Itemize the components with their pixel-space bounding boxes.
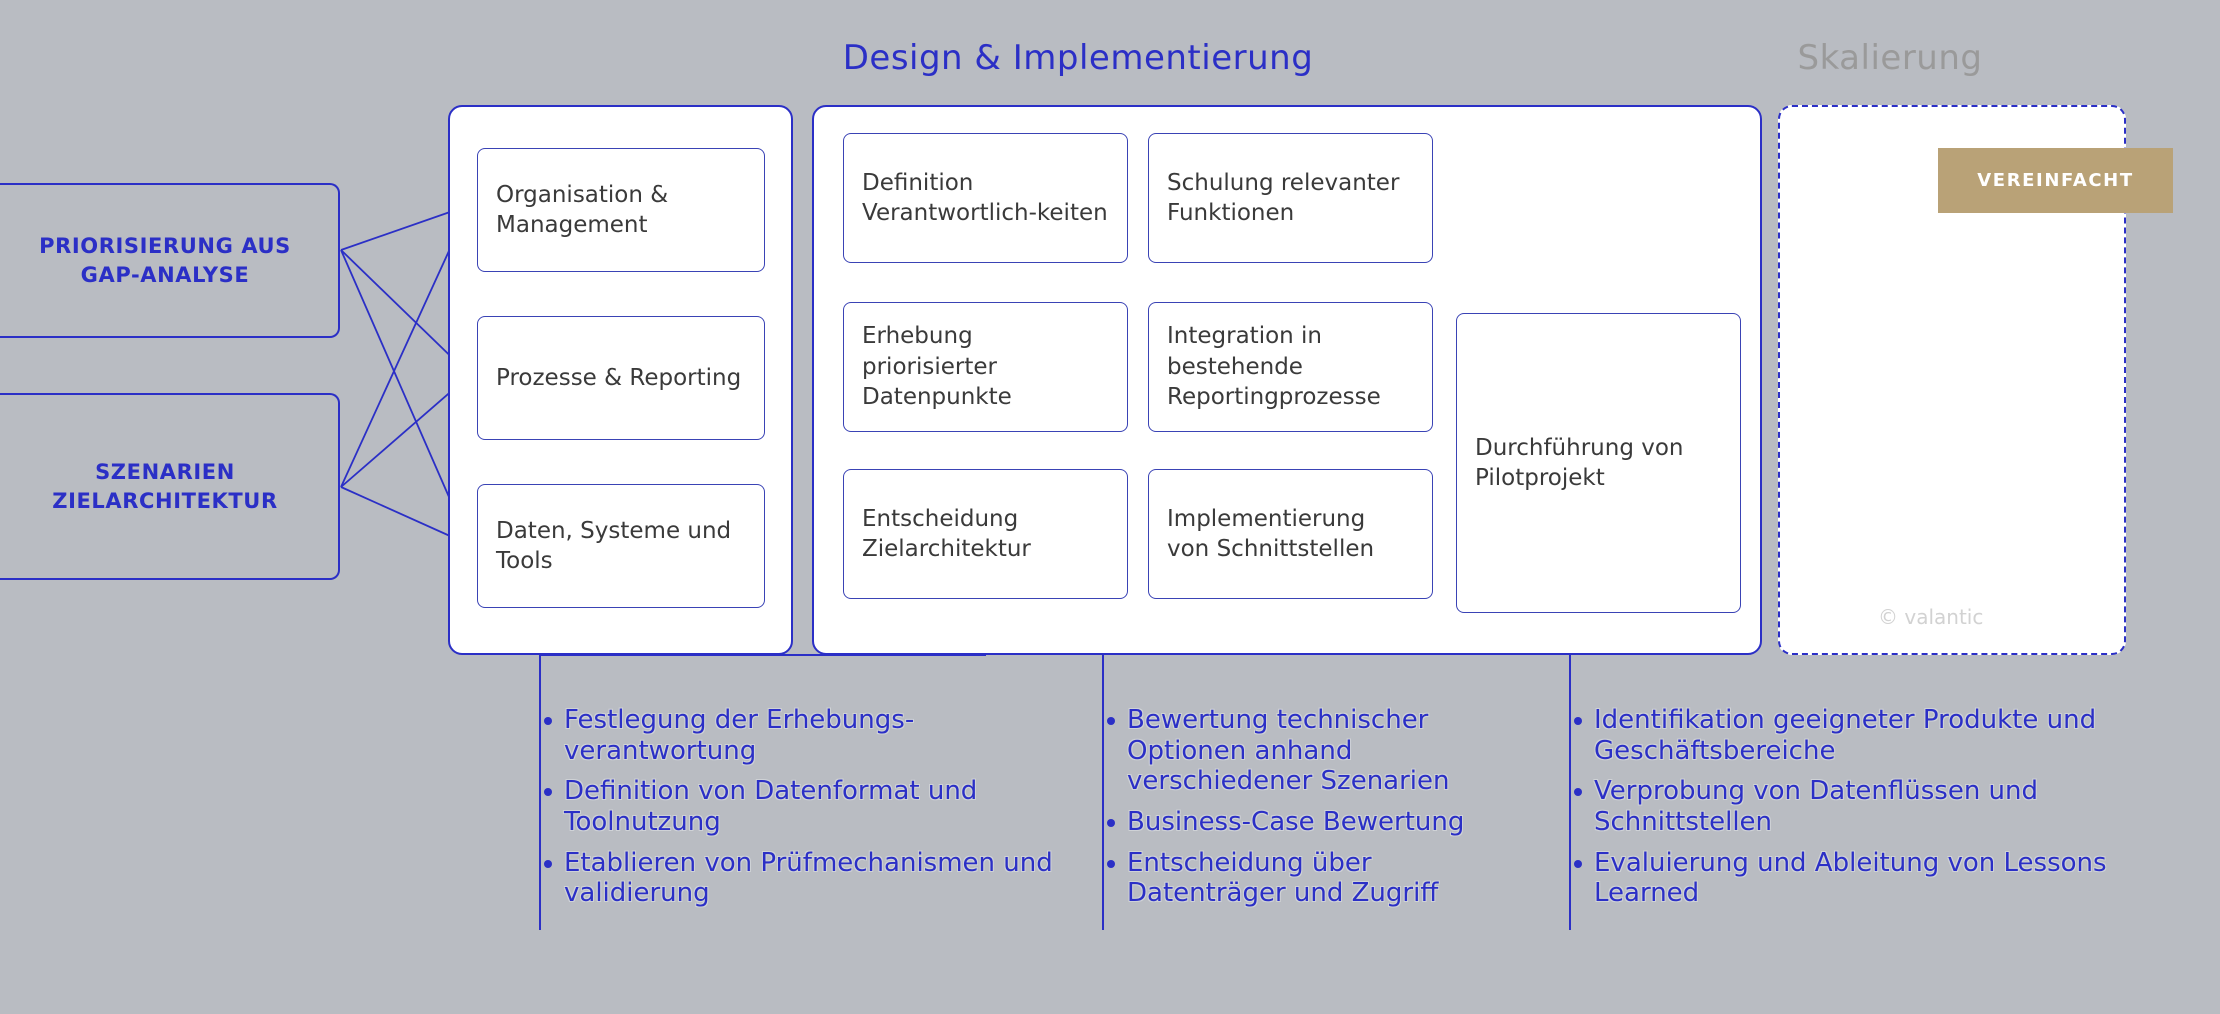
card-erhebung-priorisierter-datenpunkte[interactable]: Erhebung priorisierter Datenpunkte [843,302,1128,432]
card-daten-systeme-tools[interactable]: Daten, Systeme und Tools [477,484,765,608]
bullet-column-2 [1103,705,1523,919]
list-item: Business-Case Bewertung [1103,807,1523,838]
card-organisation-management[interactable]: Organisation & Management [477,148,765,272]
list-item: Bewertung technischer Optionen anhand verschiedener Szenarien [1103,705,1523,797]
status-badge-vereinfacht: VEREINFACHT [1938,148,2173,213]
page-title-design: Design & Implementierung [842,38,1314,78]
card-durchfuehrung-pilotprojekt[interactable]: Durchführung von Pilotprojekt [1456,313,1741,613]
card-integration-reportingprozesse[interactable]: Integration in bestehende Reportingprozesse [1148,302,1433,432]
list-item: Definition von Datenformat und Toolnutzung [540,776,1100,837]
bullet-column-1 [540,705,1100,919]
left-box-prioritization[interactable]: PRIORISIERUNG AUS GAP-ANALYSE [0,183,340,338]
list-item: Festlegung der Erhebungs-verantwortung [540,705,1100,766]
left-box-scenarios[interactable]: SZENARIEN ZIELARCHITEKTUR [0,393,340,580]
list-item: Entscheidung über Datenträger und Zugriff [1103,848,1523,909]
bullet-column-3 [1570,705,2130,919]
card-prozesse-reporting[interactable]: Prozesse & Reporting [477,316,765,440]
page-title-scaling: Skalierung [1797,38,1983,78]
copyright-label: © valantic [1878,605,1984,629]
list-item: Verprobung von Datenflüssen und Schnittstellen [1570,776,2130,837]
card-implementierung-schnittstellen[interactable]: Implementierung von Schnittstellen [1148,469,1433,599]
card-definition-verantwortlichkeiten[interactable]: Definition Verantwortlich-keiten [843,133,1128,263]
list-item: Identifikation geeigneter Produkte und Geschäftsbereiche [1570,705,2130,766]
list-item: Etablieren von Prüfmechanismen und validierung [540,848,1100,909]
card-entscheidung-zielarchitektur[interactable]: Entscheidung Zielarchitektur [843,469,1128,599]
card-schulung-relevanter-funktionen[interactable]: Schulung relevanter Funktionen [1148,133,1433,263]
list-item: Evaluierung und Ableitung von Lessons Learned [1570,848,2130,909]
